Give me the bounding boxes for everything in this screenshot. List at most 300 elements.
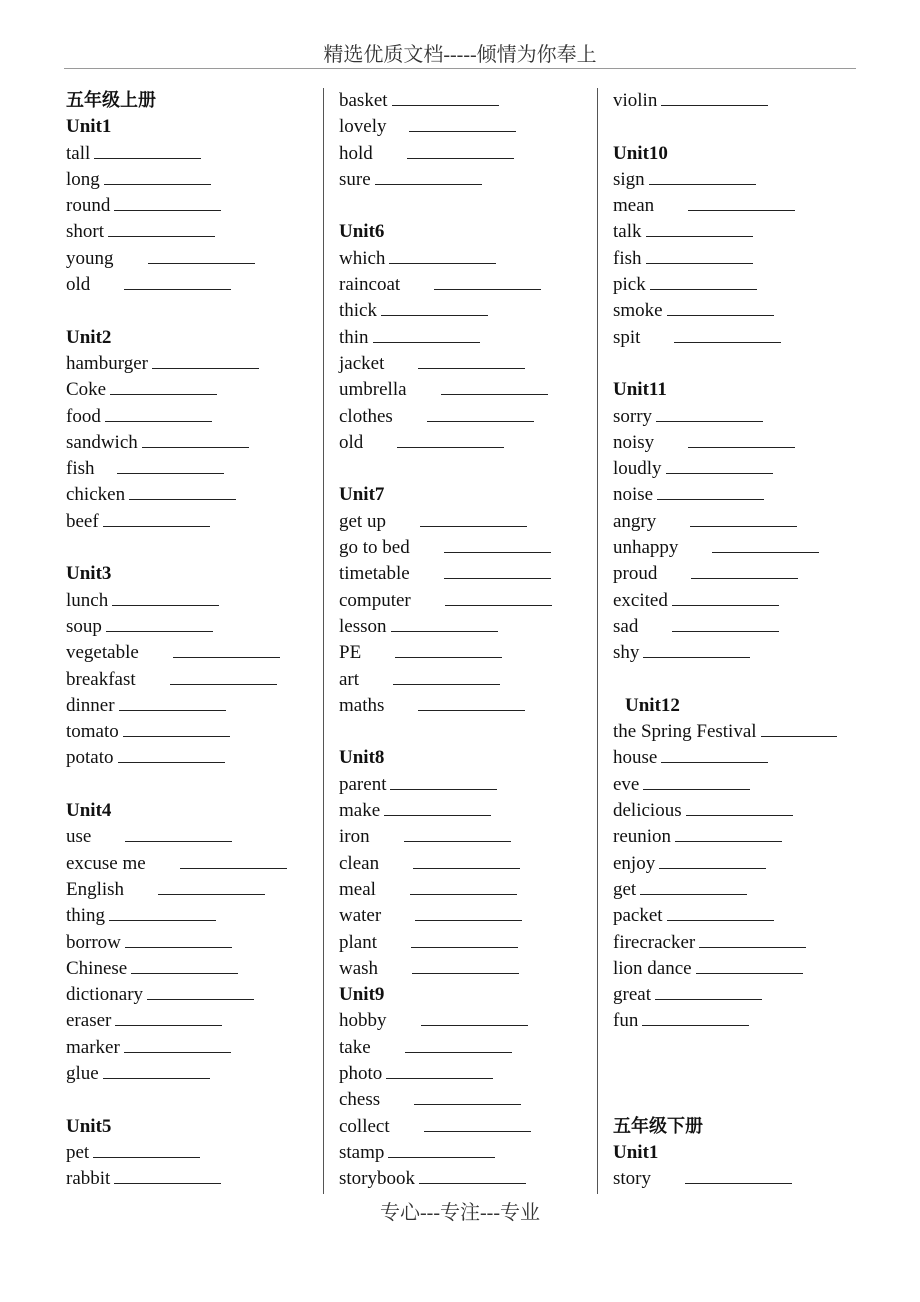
vocab-word: thick: [339, 300, 377, 322]
vocab-item: [66, 903, 324, 929]
vocab-item: [66, 404, 324, 430]
vocab-item: [613, 956, 871, 982]
answer-blank[interactable]: [667, 299, 774, 316]
vocab-word: wash: [339, 957, 379, 979]
unit-heading: [66, 325, 324, 351]
spacer: [339, 456, 597, 482]
vocab-item: [66, 1166, 324, 1192]
vocab-word: beef: [66, 510, 99, 532]
heading-text: Unit2: [66, 326, 112, 348]
answer-blank[interactable]: [106, 615, 213, 632]
answer-blank[interactable]: [419, 1167, 526, 1184]
vocab-word: PE: [339, 642, 362, 664]
answer-blank[interactable]: [686, 799, 793, 816]
vocab-word: the Spring Festival: [613, 721, 757, 743]
answer-blank[interactable]: [412, 957, 519, 974]
answer-blank[interactable]: [643, 641, 750, 658]
answer-blank[interactable]: [441, 378, 548, 395]
answer-blank[interactable]: [642, 1009, 749, 1026]
answer-blank[interactable]: [148, 247, 255, 264]
vocab-word: unhappy: [613, 537, 679, 559]
spacer: [66, 772, 324, 798]
vocab-word: food: [66, 405, 101, 427]
vocab-item: [339, 272, 597, 298]
vocab-item: [66, 982, 324, 1008]
vocab-word: vegetable: [66, 642, 139, 664]
vocab-word: packet: [613, 905, 663, 927]
vocab-word: take: [339, 1036, 371, 1058]
answer-blank[interactable]: [424, 1115, 531, 1132]
answer-blank[interactable]: [418, 352, 525, 369]
vocab-item: [339, 956, 597, 982]
vocab-item: [339, 298, 597, 324]
answer-blank[interactable]: [407, 142, 514, 159]
vocab-item: [613, 167, 871, 193]
heading-text: Unit4: [66, 800, 112, 822]
answer-blank[interactable]: [650, 273, 757, 290]
unit-heading: [339, 219, 597, 245]
heading-text: 五年级上册: [66, 90, 156, 111]
vocab-item: [339, 667, 597, 693]
answer-blank[interactable]: [667, 904, 774, 921]
vocab-item: [613, 456, 871, 482]
vocab-word: make: [339, 800, 381, 822]
answer-blank[interactable]: [685, 1167, 792, 1184]
answer-blank[interactable]: [173, 641, 280, 658]
vocab-word: meal: [339, 878, 376, 900]
vocab-item: [339, 824, 597, 850]
vocab-item: [339, 351, 597, 377]
answer-blank[interactable]: [114, 1167, 221, 1184]
vocab-word: chess: [339, 1089, 381, 1111]
unit-heading: [613, 377, 871, 403]
vocab-word: borrow: [66, 931, 121, 953]
answer-blank[interactable]: [420, 510, 527, 527]
vocab-word: house: [613, 747, 658, 769]
vocab-item: [613, 640, 871, 666]
vocab-word: get: [613, 878, 637, 900]
vocab-item: [339, 693, 597, 719]
vocab-item: [613, 772, 871, 798]
unit-heading: [339, 745, 597, 771]
vocab-item: [339, 1035, 597, 1061]
column-divider-2: [597, 88, 598, 1194]
unit-heading: [613, 1140, 871, 1166]
header-rule: [64, 68, 856, 69]
vocab-item: [613, 877, 871, 903]
answer-blank[interactable]: [375, 168, 482, 185]
vocab-item: [66, 877, 324, 903]
spacer: [339, 719, 597, 745]
vocab-item: [339, 141, 597, 167]
vocab-column-2: [339, 88, 597, 1192]
answer-blank[interactable]: [388, 1141, 495, 1158]
answer-blank[interactable]: [118, 746, 225, 763]
vocab-item: [339, 903, 597, 929]
answer-blank[interactable]: [661, 746, 768, 763]
vocab-word: long: [66, 168, 100, 190]
answer-blank[interactable]: [125, 825, 232, 842]
vocab-word: collect: [339, 1115, 390, 1137]
vocab-word: hamburger: [66, 352, 148, 374]
heading-text: Unit11: [613, 379, 667, 401]
unit-heading: [613, 693, 871, 719]
answer-blank[interactable]: [109, 904, 216, 921]
answer-blank[interactable]: [411, 931, 518, 948]
answer-blank[interactable]: [444, 536, 551, 553]
answer-blank[interactable]: [675, 825, 782, 842]
vocab-item: [66, 824, 324, 850]
vocab-word: fish: [613, 247, 642, 269]
vocab-word: water: [339, 905, 382, 927]
vocab-word: fish: [66, 458, 95, 480]
vocab-item: [613, 798, 871, 824]
vocab-item: [613, 272, 871, 298]
answer-blank[interactable]: [404, 825, 511, 842]
book-section-title: [66, 88, 324, 114]
vocab-item: [66, 614, 324, 640]
vocab-item: [66, 851, 324, 877]
vocab-item: [66, 482, 324, 508]
vocab-word: enjoy: [613, 852, 656, 874]
vocab-word: dictionary: [66, 984, 144, 1006]
answer-blank[interactable]: [94, 142, 201, 159]
vocab-word: old: [66, 274, 91, 296]
vocab-item: [339, 1061, 597, 1087]
unit-heading: [66, 1114, 324, 1140]
vocab-word: get up: [339, 510, 386, 532]
heading-text: Unit3: [66, 563, 112, 585]
vocab-word: which: [339, 247, 386, 269]
vocab-item: [339, 509, 597, 535]
answer-blank[interactable]: [93, 1141, 200, 1158]
vocab-word: potato: [66, 747, 114, 769]
vocab-item: [339, 88, 597, 114]
vocab-item: [339, 614, 597, 640]
vocab-word: tomato: [66, 721, 119, 743]
book-section-title: [613, 1114, 871, 1140]
vocab-item: [339, 246, 597, 272]
vocab-item: [339, 325, 597, 351]
vocab-word: eve: [613, 773, 640, 795]
answer-blank[interactable]: [699, 931, 806, 948]
answer-blank[interactable]: [643, 773, 750, 790]
heading-text: Unit7: [339, 484, 385, 506]
answer-blank[interactable]: [381, 299, 488, 316]
vocab-word: mean: [613, 195, 655, 217]
vocab-item: [613, 614, 871, 640]
vocab-word: delicious: [613, 800, 682, 822]
vocab-item: [66, 1061, 324, 1087]
vocab-word: noisy: [613, 431, 655, 453]
vocab-item: [613, 509, 871, 535]
answer-blank[interactable]: [418, 694, 525, 711]
unit-heading: [66, 114, 324, 140]
vocab-word: lion dance: [613, 957, 692, 979]
answer-blank[interactable]: [129, 483, 236, 500]
vocab-item: [66, 351, 324, 377]
vocab-item: [339, 114, 597, 140]
answer-blank[interactable]: [124, 273, 231, 290]
answer-blank[interactable]: [142, 431, 249, 448]
vocab-item: [66, 193, 324, 219]
answer-blank[interactable]: [103, 1062, 210, 1079]
vocab-item: [66, 430, 324, 456]
unit-heading: [66, 561, 324, 587]
answer-blank[interactable]: [761, 720, 837, 737]
answer-blank[interactable]: [395, 641, 502, 658]
vocab-word: art: [339, 668, 360, 690]
vocab-item: [339, 851, 597, 877]
heading-text: Unit5: [66, 1115, 112, 1137]
answer-blank[interactable]: [688, 194, 795, 211]
vocab-word: hold: [339, 142, 373, 164]
answer-blank[interactable]: [397, 431, 504, 448]
answer-blank[interactable]: [444, 562, 551, 579]
answer-blank[interactable]: [696, 957, 803, 974]
answer-blank[interactable]: [131, 957, 238, 974]
answer-blank[interactable]: [108, 220, 215, 237]
vocab-item: [613, 1166, 871, 1192]
vocab-item: [66, 719, 324, 745]
answer-blank[interactable]: [421, 1009, 528, 1026]
vocab-word: computer: [339, 589, 411, 611]
vocab-item: [613, 561, 871, 587]
answer-blank[interactable]: [110, 378, 217, 395]
vocab-word: story: [613, 1168, 651, 1190]
vocab-word: loudly: [613, 458, 662, 480]
answer-blank[interactable]: [640, 878, 747, 895]
answer-blank[interactable]: [391, 615, 498, 632]
vocab-word: go to bed: [339, 537, 410, 559]
vocab-word: firecracker: [613, 931, 696, 953]
vocab-word: fun: [613, 1010, 639, 1032]
vocab-word: thin: [339, 326, 369, 348]
answer-blank[interactable]: [413, 852, 520, 869]
answer-blank[interactable]: [393, 668, 500, 685]
answer-blank[interactable]: [180, 852, 287, 869]
answer-blank[interactable]: [115, 1009, 222, 1026]
answer-blank[interactable]: [123, 720, 230, 737]
answer-blank[interactable]: [405, 1036, 512, 1053]
vocab-item: [613, 193, 871, 219]
spacer: [613, 1035, 871, 1061]
answer-blank[interactable]: [409, 115, 516, 132]
answer-blank[interactable]: [655, 983, 762, 1000]
vocab-word: breakfast: [66, 668, 136, 690]
answer-blank[interactable]: [112, 589, 219, 606]
vocab-word: pet: [66, 1141, 90, 1163]
vocab-word: marker: [66, 1036, 120, 1058]
answer-blank[interactable]: [434, 273, 541, 290]
heading-text: Unit1: [613, 1141, 659, 1163]
spacer: [613, 351, 871, 377]
answer-blank[interactable]: [124, 1036, 231, 1053]
vocab-item: [339, 1087, 597, 1113]
spacer: [613, 1061, 871, 1087]
vocab-word: soup: [66, 615, 102, 637]
vocab-item: [613, 325, 871, 351]
unit-heading: [613, 141, 871, 167]
vocab-word: dinner: [66, 694, 115, 716]
answer-blank[interactable]: [147, 983, 254, 1000]
answer-blank[interactable]: [674, 326, 781, 343]
vocab-word: hobby: [339, 1010, 387, 1032]
vocab-word: smoke: [613, 300, 663, 322]
vocab-word: angry: [613, 510, 657, 532]
vocab-word: spit: [613, 326, 641, 348]
vocab-word: lunch: [66, 589, 109, 611]
vocab-item: [613, 982, 871, 1008]
answer-blank[interactable]: [445, 589, 552, 606]
vocab-item: [613, 1008, 871, 1034]
vocab-item: [339, 1008, 597, 1034]
vocab-word: lesson: [339, 615, 387, 637]
vocab-item: [66, 930, 324, 956]
answer-blank[interactable]: [170, 668, 277, 685]
vocab-item: [66, 956, 324, 982]
answer-blank[interactable]: [656, 405, 763, 422]
spacer: [613, 114, 871, 140]
vocab-item: [66, 272, 324, 298]
heading-text: Unit8: [339, 747, 385, 769]
vocab-item: [613, 88, 871, 114]
vocab-item: [613, 535, 871, 561]
answer-blank[interactable]: [672, 589, 779, 606]
vocab-item: [339, 561, 597, 587]
vocab-word: excited: [613, 589, 668, 611]
vocab-item: [339, 404, 597, 430]
vocab-item: [613, 930, 871, 956]
vocab-word: photo: [339, 1062, 383, 1084]
vocab-word: clean: [339, 852, 380, 874]
answer-blank[interactable]: [152, 352, 259, 369]
vocab-item: [66, 509, 324, 535]
vocab-word: round: [66, 195, 111, 217]
vocab-word: shy: [613, 642, 640, 664]
vocab-word: glue: [66, 1062, 99, 1084]
answer-blank[interactable]: [657, 483, 764, 500]
heading-text: Unit6: [339, 221, 385, 243]
vocab-item: [66, 167, 324, 193]
answer-blank[interactable]: [646, 247, 753, 264]
vocab-word: lovely: [339, 116, 387, 138]
answer-blank[interactable]: [373, 326, 480, 343]
answer-blank[interactable]: [691, 562, 798, 579]
answer-blank[interactable]: [114, 194, 221, 211]
vocab-word: iron: [339, 826, 370, 848]
vocab-item: [339, 588, 597, 614]
answer-blank[interactable]: [659, 852, 766, 869]
vocab-item: [66, 667, 324, 693]
vocab-item: [66, 693, 324, 719]
vocab-item: [613, 298, 871, 324]
vocab-item: [613, 719, 871, 745]
vocab-word: Chinese: [66, 957, 128, 979]
answer-blank[interactable]: [389, 247, 496, 264]
vocab-item: [66, 246, 324, 272]
vocab-item: [66, 456, 324, 482]
vocab-item: [613, 824, 871, 850]
answer-blank[interactable]: [390, 773, 497, 790]
vocab-item: [339, 640, 597, 666]
vocab-word: basket: [339, 90, 388, 111]
vocab-item: [66, 640, 324, 666]
vocab-item: [66, 1008, 324, 1034]
answer-blank[interactable]: [688, 431, 795, 448]
vocab-word: raincoat: [339, 274, 401, 296]
answer-blank[interactable]: [117, 457, 224, 474]
vocab-item: [339, 377, 597, 403]
vocab-item: [66, 1140, 324, 1166]
answer-blank[interactable]: [105, 405, 212, 422]
vocab-word: reunion: [613, 826, 672, 848]
answer-blank[interactable]: [427, 405, 534, 422]
vocab-word: use: [66, 826, 92, 848]
heading-text: 五年级下册: [613, 1115, 703, 1137]
answer-blank[interactable]: [119, 694, 226, 711]
vocab-word: talk: [613, 221, 642, 243]
vocab-word: umbrella: [339, 379, 407, 401]
vocab-item: [613, 430, 871, 456]
vocab-column-1: [66, 88, 324, 1192]
vocab-item: [339, 772, 597, 798]
answer-blank[interactable]: [690, 510, 797, 527]
vocab-word: noise: [613, 484, 654, 506]
answer-blank[interactable]: [125, 931, 232, 948]
answer-blank[interactable]: [104, 168, 211, 185]
answer-blank[interactable]: [103, 510, 210, 527]
vocab-word: rabbit: [66, 1168, 111, 1190]
vocab-word: stamp: [339, 1141, 385, 1163]
vocab-word: sandwich: [66, 431, 138, 453]
vocab-word: storybook: [339, 1168, 415, 1190]
vocab-word: short: [66, 221, 104, 243]
vocab-word: timetable: [339, 563, 410, 585]
vocab-item: [613, 851, 871, 877]
vocab-item: [339, 1140, 597, 1166]
answer-blank[interactable]: [384, 799, 491, 816]
answer-blank[interactable]: [410, 878, 517, 895]
answer-blank[interactable]: [386, 1062, 493, 1079]
answer-blank[interactable]: [646, 220, 753, 237]
unit-heading: [339, 482, 597, 508]
answer-blank[interactable]: [666, 457, 773, 474]
answer-blank[interactable]: [392, 89, 499, 106]
answer-blank[interactable]: [414, 1088, 521, 1105]
vocab-word: great: [613, 984, 651, 1006]
vocab-item: [339, 1114, 597, 1140]
vocab-item: [613, 588, 871, 614]
answer-blank[interactable]: [712, 536, 819, 553]
answer-blank[interactable]: [158, 878, 265, 895]
spacer: [339, 193, 597, 219]
vocab-word: sure: [339, 168, 371, 190]
heading-text: Unit10: [613, 142, 668, 164]
vocab-item: [613, 219, 871, 245]
answer-blank[interactable]: [661, 89, 768, 106]
heading-text: Unit12: [625, 694, 680, 716]
vocab-item: [613, 903, 871, 929]
answer-blank[interactable]: [672, 615, 779, 632]
answer-blank[interactable]: [649, 168, 756, 185]
answer-blank[interactable]: [415, 904, 522, 921]
vocab-item: [339, 930, 597, 956]
vocab-word: sign: [613, 168, 645, 190]
vocab-word: sorry: [613, 405, 653, 427]
heading-text: Unit1: [66, 116, 112, 138]
vocab-word: sad: [613, 615, 639, 637]
